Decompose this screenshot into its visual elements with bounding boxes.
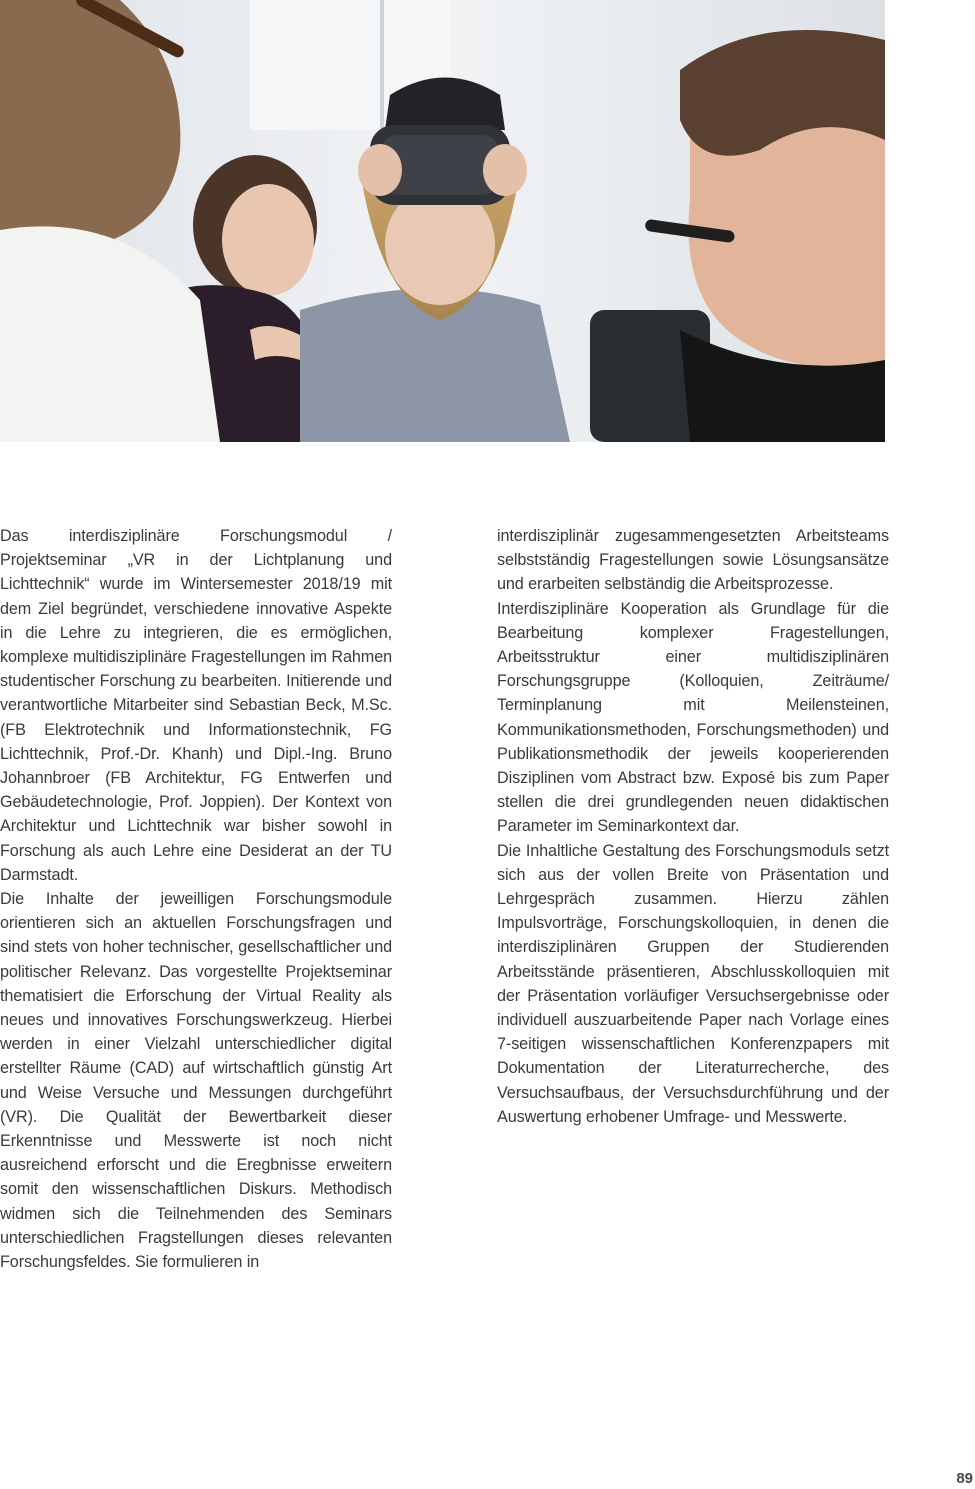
paragraph-intro: Das interdisziplinäre Forschungsmodul / Projektseminar „VR in der Lichtplanung und Lichttechnik“ wurde im Wintersemester 2018/19 mit dem Ziel begründet, verschiedene innovative Aspekte in die Lehre zu integrieren, die es ermöglichen, komplexe multidisziplinäre Fragestellungen im Rahmen studentischer Forschung zu bearbeiten. Initierende und verantwortliche Mitarbeiter sind Sebastian Beck, M.Sc. (FB Elektrotechnik und Informationstechnik, FG Lichttechnik, Prof.-Dr. Khanh) und Dipl.-Ing. Bruno Johannbroer (FB Architektur, FG Entwerfen und Gebäudetechnologie, Prof. Joppien). Der Kontext von Architektur und Lichttechnik war bisher sowohl in Forschung als auch Lehre eine Desiderat an der TU Darmstadt. xyxy=(0,527,392,884)
paragraph-cooperation: Interdisziplinäre Kooperation als Grundlage für die Bearbeitung komplexer Fragestellungen, Arbeitsstruktur einer multidisziplinären Forschungsgruppe (Kolloquien, Zeiträume/ Terminplanung mit Meilensteinen, Kommunikationsmethoden, Forschungsmethoden) und Publikationsmethodik der jeweils kooperierenden Disziplinen vom Abstract bzw. Exposé bis zum Paper stellen die drei grundlegenden neuen didaktischen Parameter im Seminarkontext dar. xyxy=(497,599,889,836)
paragraph-structure: Die Inhaltliche Gestaltung des Forschungsmoduls setzt sich aus der vollen Breite von Präsentation und Lehrgespräch zusammen. Hierzu zählen Impulsvorträge, Forschungskolloquien, in denen die interdisziplinären Gruppen der Studierenden Arbeitsstände präsentieren, Abschlusskolloquien mit der Präsentation vorläufiger Versuchsergebnisse oder individuell auszuarbeitende Paper nach Vorlage eines 7-seitigen wissenschaftlichen Konferenzpapers mit Dokumentation der Literaturrecherche, des Versuchsaufbaus, der Versuchsdurchführung und der Auswertung erhobener Umfrage- und Messwerte. xyxy=(497,841,889,1126)
text-column-right xyxy=(497,524,889,1129)
page-number: 89 xyxy=(956,1470,973,1487)
vr-headset-photo xyxy=(0,0,885,442)
text-column-left xyxy=(0,524,392,1274)
paragraph-content: Die Inhalte der jeweilligen Forschungsmodule orientieren sich an aktuellen Forschungsfragen und sind stets von hoher technischer, gesellschaftlicher und politischer Relevanz. Das vorgestellte Projektseminar thematisiert die Erforschung der Virtual Reality als neues und innovatives Forschungswerkzeug. Hierbei werden in einer Vielzahl unterschiedlicher digital erstellter Räume (CAD) auf wirtschaftlich günstig Art und Weise Versuche und Messungen durchgeführt (VR). Die Qualität der Bewertbarkeit dieser Erkenntnisse und Messwerte ist noch nicht ausreichend erforscht und die Eregbnisse erweitern somit den wissenschaftlichen Diskurs. Methodisch widmen sich die Teilnehmenden des Seminars unterschiedlichen Fragstellungen dieses relevanten Forschungsfeldes. Sie formulieren in xyxy=(0,890,392,1272)
paragraph-continuation: interdisziplinär zugesammengesetzten Arbeitsteams selbstständig Fragestellungen sowie Lösungsansätze und erarbeiten selbständig die Arbeitsprozesse. xyxy=(497,527,889,594)
